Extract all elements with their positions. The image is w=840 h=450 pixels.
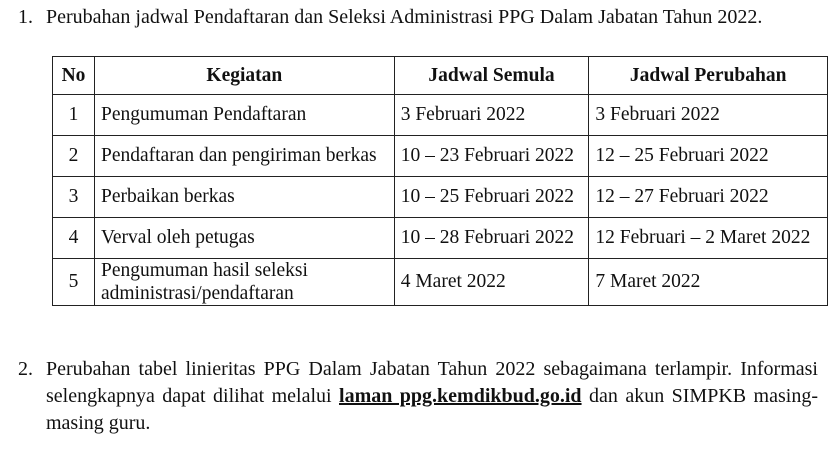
item-2-text-after: dan akun SIMPKB masing-masing guru. xyxy=(46,385,818,434)
row-kegiatan: Pengumuman Pendaftaran xyxy=(94,95,394,136)
row-kegiatan: Verval oleh petugas xyxy=(94,218,394,259)
table-header-row xyxy=(53,57,828,95)
ppg-website-link[interactable]: laman ppg.kemdikbud.go.id xyxy=(339,385,582,407)
item-1-number: 1. xyxy=(18,6,33,28)
item-2-text-before: Perubahan tabel linieritas PPG Dalam Jabatan Tahun 2022 sebagaimana terlampir. Informasi selengkapnya dapat dilihat melalui xyxy=(46,358,818,407)
item-2-number: 2. xyxy=(18,358,33,380)
header-kegiatan: Kegiatan xyxy=(94,57,394,95)
item-1 xyxy=(18,6,762,29)
row-jadwal-perubahan: 12 – 27 Februari 2022 xyxy=(589,177,828,218)
row-number: 3 xyxy=(53,177,95,218)
row-kegiatan-line-1: Pengumuman hasil seleksi xyxy=(100,260,308,281)
table-row xyxy=(53,259,828,306)
header-jadwal-semula: Jadwal Semula xyxy=(394,57,589,95)
row-jadwal-semula: 3 Februari 2022 xyxy=(394,95,589,136)
table-row xyxy=(53,177,828,218)
item-2-paragraph xyxy=(46,356,818,437)
row-jadwal-semula: 10 – 28 Februari 2022 xyxy=(394,218,589,259)
row-jadwal-semula: 10 – 25 Februari 2022 xyxy=(394,177,589,218)
row-jadwal-perubahan: 12 – 25 Februari 2022 xyxy=(589,136,828,177)
item-1-text: Perubahan jadwal Pendaftaran dan Seleksi Administrasi PPG Dalam Jabatan Tahun 2022. xyxy=(46,6,763,28)
row-kegiatan-line-2: administrasi/pendaftaran xyxy=(100,283,294,304)
row-number: 5 xyxy=(53,259,95,306)
table-row xyxy=(53,136,828,177)
row-kegiatan xyxy=(94,259,394,306)
row-jadwal-semula: 10 – 23 Februari 2022 xyxy=(394,136,589,177)
header-no: No xyxy=(53,57,95,95)
row-kegiatan: Perbaikan berkas xyxy=(94,177,394,218)
schedule-table xyxy=(52,56,828,306)
row-jadwal-semula: 4 Maret 2022 xyxy=(394,259,589,306)
row-number: 4 xyxy=(53,218,95,259)
row-kegiatan: Pendaftaran dan pengiriman berkas xyxy=(94,136,394,177)
row-number: 1 xyxy=(53,95,95,136)
header-jadwal-perubahan: Jadwal Perubahan xyxy=(589,57,828,95)
row-jadwal-perubahan: 12 Februari – 2 Maret 2022 xyxy=(589,218,828,259)
row-number: 2 xyxy=(53,136,95,177)
row-jadwal-perubahan: 3 Februari 2022 xyxy=(589,95,828,136)
item-2 xyxy=(18,356,818,437)
table-row xyxy=(53,218,828,259)
row-jadwal-perubahan: 7 Maret 2022 xyxy=(589,259,828,306)
table-row xyxy=(53,95,828,136)
